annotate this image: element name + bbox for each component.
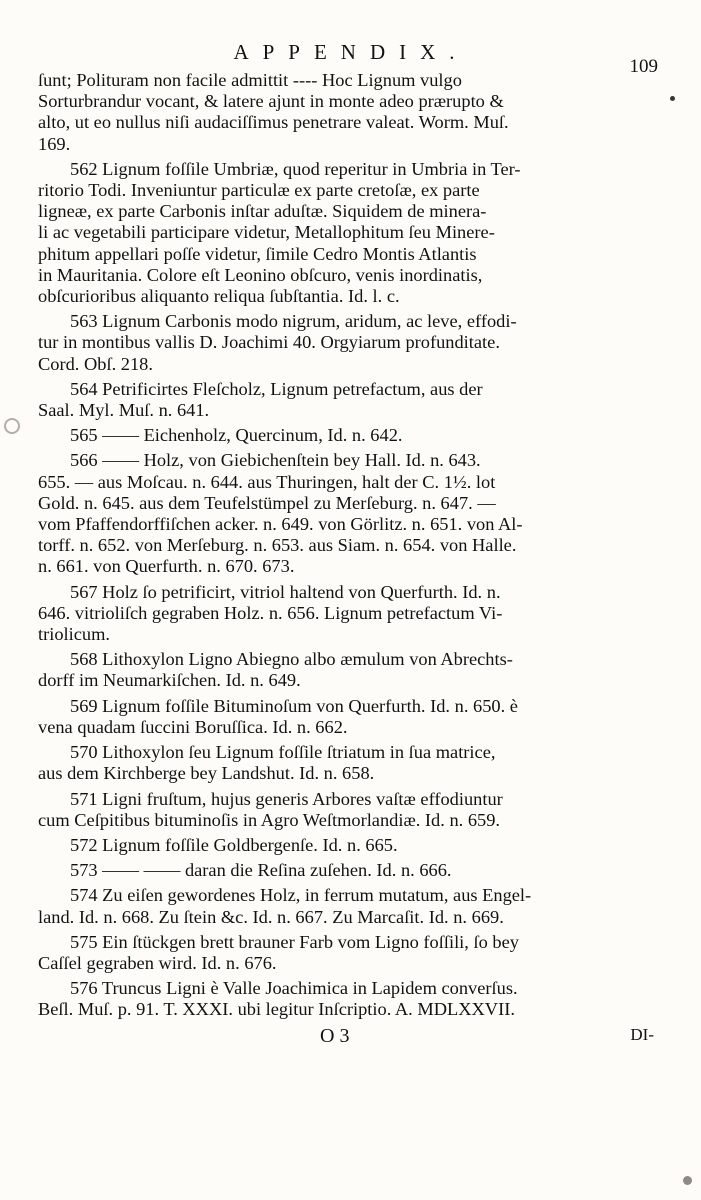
text-line: ſunt; Polituram non facile admittit ---- Hoc Lignum vulgo <box>38 70 462 90</box>
text-line: vena quadam ſuccini Boruſſica. Id. n. 662. <box>38 716 348 737</box>
text-line: 576 Truncus Ligni è Valle Joachimica in Lapidem converſus. <box>70 978 518 999</box>
text-line: 567 Holz ſo petrificirt, vitriol haltend von Querfurth. Id. n. <box>70 581 501 602</box>
page-header <box>38 36 658 77</box>
catalog-entry <box>38 885 650 927</box>
catalog-entry <box>38 649 650 691</box>
text-line: 569 Lignum foſſile Bituminoſum von Querfurth. Id. n. 650. è <box>70 695 518 716</box>
text-line: 562 Lignum foſſile Umbriæ, quod reperitur in Umbria in Ter- <box>70 158 521 179</box>
catalog-entry <box>38 582 650 646</box>
catalog-entry <box>38 450 650 577</box>
text-line: 575 Ein ſtückgen brett brauner Farb vom Ligno foſſili, ſo bey <box>70 931 519 952</box>
body-text <box>38 70 650 1021</box>
page-footer <box>38 1024 654 1055</box>
text-line: alto, ut eo nullus niſi audaciſſimus penetrare valeat. Worm. Muſ. <box>38 112 509 133</box>
text-line: Gold. n. 645. aus dem Teufelstümpel zu Merſeburg. n. 647. — <box>38 492 496 513</box>
text-line: 655. — aus Moſcau. n. 644. aus Thuringen, halt der C. 1½. lot <box>38 471 496 492</box>
text-line: 573 —— —— daran die Reſina zuſehen. Id. n. 666. <box>70 860 452 881</box>
catalog-entry <box>38 742 650 784</box>
text-line: n. 661. von Querfurth. n. 670. 673. <box>38 556 295 577</box>
text-line: Caſſel gegraben wird. Id. n. 676. <box>38 952 277 973</box>
catalog-entry <box>38 159 650 307</box>
text-line: Sorturbrandur vocant, & latere ajunt in monte adeo prærupto & <box>38 91 504 112</box>
catalog-entry <box>38 696 650 738</box>
text-line: phitum appellari poſſe videtur, ſimile Cedro Montis Atlantis <box>38 243 477 264</box>
catalog-entry <box>38 978 650 1020</box>
margin-speck <box>670 96 675 101</box>
text-line: tur in montibus vallis D. Joachimi 40. Orgyiarum profunditate. <box>38 332 500 353</box>
catchword: DI- <box>630 1024 654 1044</box>
text-line: 571 Ligni fruſtum, hujus generis Arbores vaſtæ effodiuntur <box>70 788 503 809</box>
page-number: 109 <box>629 56 658 77</box>
catalog-entry <box>38 425 650 446</box>
book-page <box>38 36 658 1055</box>
text-line: 169. <box>38 133 71 154</box>
text-line: 574 Zu eiſen gewordenes Holz, in ferrum mutatum, aus Engel- <box>70 885 532 906</box>
text-line: cum Ceſpitibus bituminoſis in Agro Weſtmorlandiæ. Id. n. 659. <box>38 809 501 830</box>
text-line: Saal. Myl. Muſ. n. 641. <box>38 400 210 421</box>
text-line: 568 Lithoxylon Ligno Abiegno albo æmulum von Abrechts- <box>70 649 513 670</box>
text-line: ligneæ, ex parte Carbonis inſtar aduſtæ. Siquidem de minera- <box>38 201 487 222</box>
catalog-entry <box>38 379 650 421</box>
text-line: Cord. Obſ. 218. <box>38 353 153 374</box>
text-line: 570 Lithoxylon ſeu Lignum foſſile ſtriatum in ſua matrice, <box>70 742 496 763</box>
text-line: li ac vegetabili participare videtur, Metallophitum ſeu Minere- <box>38 222 495 243</box>
catalog-entry <box>38 860 650 881</box>
text-line: 565 —— Eichenholz, Quercinum, Id. n. 642. <box>70 425 403 446</box>
continued-paragraph <box>38 70 650 155</box>
margin-speck <box>683 1176 692 1185</box>
text-line: obſcurioribus aliquanto reliqua ſubſtantia. Id. l. c. <box>38 286 400 307</box>
catalog-entry <box>38 835 650 856</box>
text-line: land. Id. n. 668. Zu ſtein &c. Id. n. 667. Zu Marcaſit. Id. n. 669. <box>38 906 504 927</box>
running-title: APPENDIX. <box>233 40 469 64</box>
text-line: vom Pfaffendorffiſchen acker. n. 649. von Görlitz. n. 651. von Al- <box>38 514 523 535</box>
text-line: in Mauritania. Colore eſt Leonino obſcuro, venis inordinatis, <box>38 264 483 285</box>
catalog-entry <box>38 789 650 831</box>
catalog-entry <box>38 932 650 974</box>
catalog-entry <box>38 311 650 375</box>
text-line: 563 Lignum Carbonis modo nigrum, aridum, ac leve, effodi- <box>70 311 517 332</box>
text-line: Beſl. Muſ. p. 91. T. XXXI. ubi legitur Inſcriptio. A. MDLXXVII. <box>38 999 515 1020</box>
text-line: aus dem Kirchberge bey Landshut. Id. n. 658. <box>38 763 375 784</box>
margin-speck <box>4 418 20 434</box>
text-line: triolicum. <box>38 624 111 645</box>
text-line: 566 —— Holz, von Giebichenſtein bey Hall. Id. n. 643. <box>70 450 481 471</box>
text-line: 572 Lignum foſſile Goldbergenſe. Id. n. 665. <box>70 834 398 855</box>
text-line: 646. vitrioliſch gegraben Holz. n. 656. Lignum petrefactum Vi- <box>38 602 503 623</box>
signature-mark: O 3 <box>320 1024 350 1047</box>
text-line: ritorio Todi. Inveniuntur particulæ ex parte cretoſæ, ex parte <box>38 180 480 201</box>
text-line: dorff im Neumarkiſchen. Id. n. 649. <box>38 670 301 691</box>
text-line: 564 Petrificirtes Fleſcholz, Lignum petrefactum, aus der <box>70 378 483 399</box>
text-line: torff. n. 652. von Merſeburg. n. 653. aus Siam. n. 654. von Halle. <box>38 535 517 556</box>
